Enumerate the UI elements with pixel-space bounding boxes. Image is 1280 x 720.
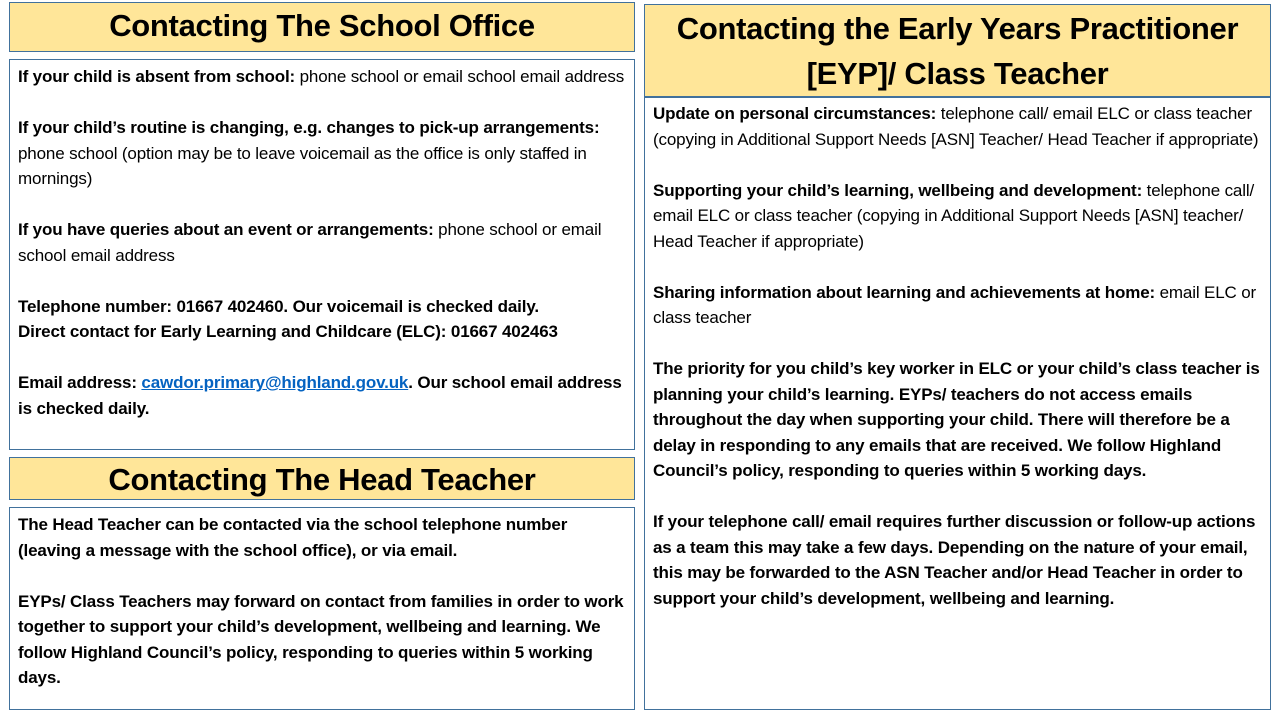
phone-info — [18, 294, 626, 345]
eyp-title-line-2: [EYP]/ Class Teacher — [806, 56, 1109, 91]
head-teacher-panel — [9, 507, 635, 710]
email-link[interactable]: cawdor.primary@highland.gov.uk — [141, 373, 409, 392]
queries-info — [18, 217, 626, 268]
eyp-title-line-1: Contacting the Early Years Practitioner — [676, 11, 1239, 46]
routine-info — [18, 115, 626, 192]
queries-label: If you have queries about an event or arrangements: — [18, 220, 434, 239]
further-info: If your telephone call/ email requires further discussion or follow-up actions as a team this may take a few days. Depending on the nature of your email, this may be forwarded to the ASN Teacher and/or Head Teacher in order to support your child’s development, wellbeing and learning. — [653, 512, 1256, 608]
absent-info — [18, 64, 626, 90]
update-label: Update on personal circumstances: — [653, 104, 937, 123]
head-teacher-title: Contacting The Head Teacher — [108, 462, 536, 497]
routine-label: If your child’s routine is changing, e.g. changes to pick-up arrangements: — [18, 118, 600, 137]
phone-line-1: Telephone number: 01667 402460. Our voicemail is checked daily. — [18, 296, 539, 316]
eyp-panel — [644, 97, 1271, 710]
queries-text: phone school or email school email address — [18, 220, 602, 265]
sharing-info — [653, 280, 1262, 331]
email-info — [18, 370, 626, 421]
school-office-title: Contacting The School Office — [109, 8, 535, 43]
email-label: Email address: — [18, 373, 142, 392]
sharing-label: Sharing information about learning and achievements at home: — [653, 282, 1156, 302]
absent-text: phone school or email school email address — [295, 67, 625, 86]
email-suffix: . Our school email address is checked daily. — [18, 373, 622, 418]
supporting-label: Supporting your child’s learning, wellbeing and development: — [653, 180, 1143, 200]
update-text: telephone call/ email ELC or class teacher (copying in Additional Support Needs [ASN] Teacher/ Head Teacher if appropriate) — [653, 104, 1259, 149]
school-office-panel — [9, 59, 635, 450]
priority-info: The priority for you child’s key worker in ELC or your child’s class teacher is planning your child’s learning. EYPs/ teachers do not access emails throughout the day when supporting your child. There will therefore be a delay in responding to any emails that are received. We follow Highland Council’s policy, responding to queries within 5 working days. — [653, 359, 1260, 480]
eyp-header — [644, 4, 1271, 97]
update-info — [653, 101, 1262, 152]
routine-text: phone school (option may be to leave voicemail as the office is only staffed in mornings) — [18, 143, 587, 188]
head-teacher-para-1: The Head Teacher can be contacted via the school telephone number (leaving a message with the school office), or via email. — [18, 515, 568, 560]
school-office-header — [9, 2, 635, 52]
absent-label: If your child is absent from school: — [18, 67, 296, 86]
head-teacher-header — [9, 457, 635, 500]
supporting-info — [653, 178, 1262, 255]
sharing-text: email ELC or class teacher — [653, 282, 1257, 327]
supporting-text: telephone call/ email ELC or class teacher (copying in Additional Support Needs [ASN] teacher/ Head Teacher if appropriate) — [653, 180, 1255, 251]
head-teacher-para-2: EYPs/ Class Teachers may forward on contact from families in order to work together to support your child’s development, wellbeing and learning. We follow Highland Council’s policy, responding to queries within 5 working days. — [18, 591, 624, 687]
phone-line-2: Direct contact for Early Learning and Childcare (ELC): 01667 402463 — [18, 322, 558, 341]
